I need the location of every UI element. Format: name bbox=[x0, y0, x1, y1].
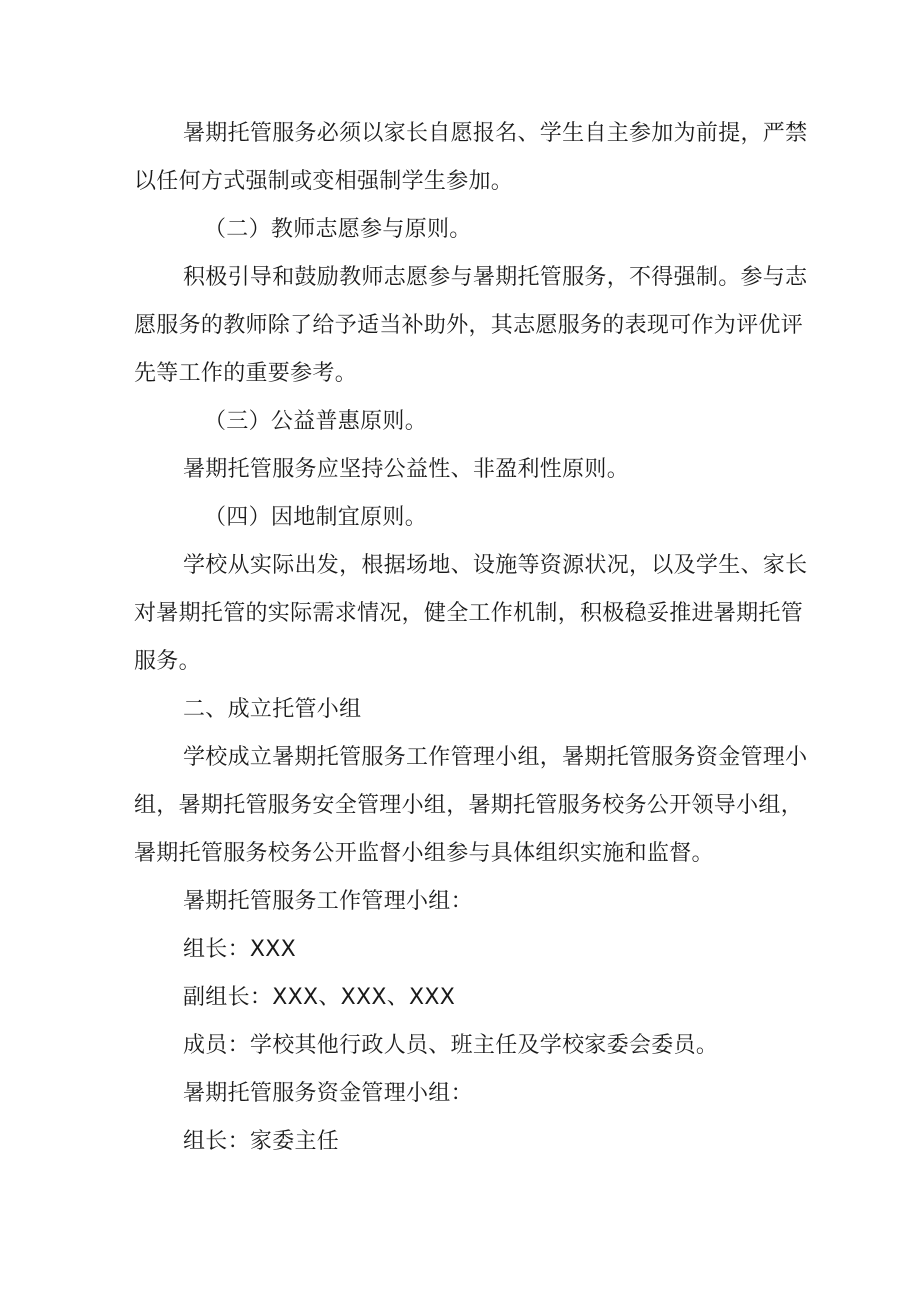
paragraph-line: 以任何方式强制或变相强制学生参加。 bbox=[134, 169, 514, 194]
paragraph-line: 积极引导和鼓励教师志愿参与暑期托管服务，不得强制。参与志 bbox=[183, 265, 808, 290]
paragraph-line: 学校成立暑期托管服务工作管理小组，暑期托管服务资金管理小 bbox=[183, 745, 808, 770]
section-heading: （四）因地制宜原则。 bbox=[204, 505, 428, 530]
group-title: 暑期托管服务资金管理小组： bbox=[183, 1081, 473, 1106]
paragraph-line: 暑期托管服务必须以家长自愿报名、学生自主参加为前提，严禁 bbox=[183, 121, 808, 146]
paragraph-line: 组，暑期托管服务安全管理小组，暑期托管服务校务公开领导小组， bbox=[134, 793, 804, 818]
section-heading: （二）教师志愿参与原则。 bbox=[204, 217, 472, 242]
chapter-heading: 二、成立托管小组 bbox=[183, 697, 362, 722]
group-member: 副组长：XXX、XXX、XXX bbox=[183, 985, 456, 1010]
paragraph-line: 学校从实际出发，根据场地、设施等资源状况，以及学生、家长 bbox=[183, 553, 808, 578]
group-member: 成员：学校其他行政人员、班主任及学校家委会委员。 bbox=[183, 1033, 719, 1058]
paragraph-line: 暑期托管服务应坚持公益性、非盈利性原则。 bbox=[183, 457, 630, 482]
paragraph-line: 愿服务的教师除了给予适当补助外，其志愿服务的表现可作为评优评 bbox=[134, 313, 804, 338]
paragraph-line: 服务。 bbox=[134, 649, 201, 674]
group-title: 暑期托管服务工作管理小组： bbox=[183, 889, 473, 914]
paragraph-line: 先等工作的重要参考。 bbox=[134, 361, 358, 386]
section-heading: （三）公益普惠原则。 bbox=[204, 409, 428, 434]
group-member: 组长：XXX bbox=[183, 937, 297, 962]
paragraph-line: 暑期托管服务校务公开监督小组参与具体组织实施和监督。 bbox=[134, 841, 714, 866]
group-member: 组长：家委主任 bbox=[183, 1129, 340, 1154]
paragraph-line: 对暑期托管的实际需求情况，健全工作机制，积极稳妥推进暑期托管 bbox=[134, 601, 804, 626]
